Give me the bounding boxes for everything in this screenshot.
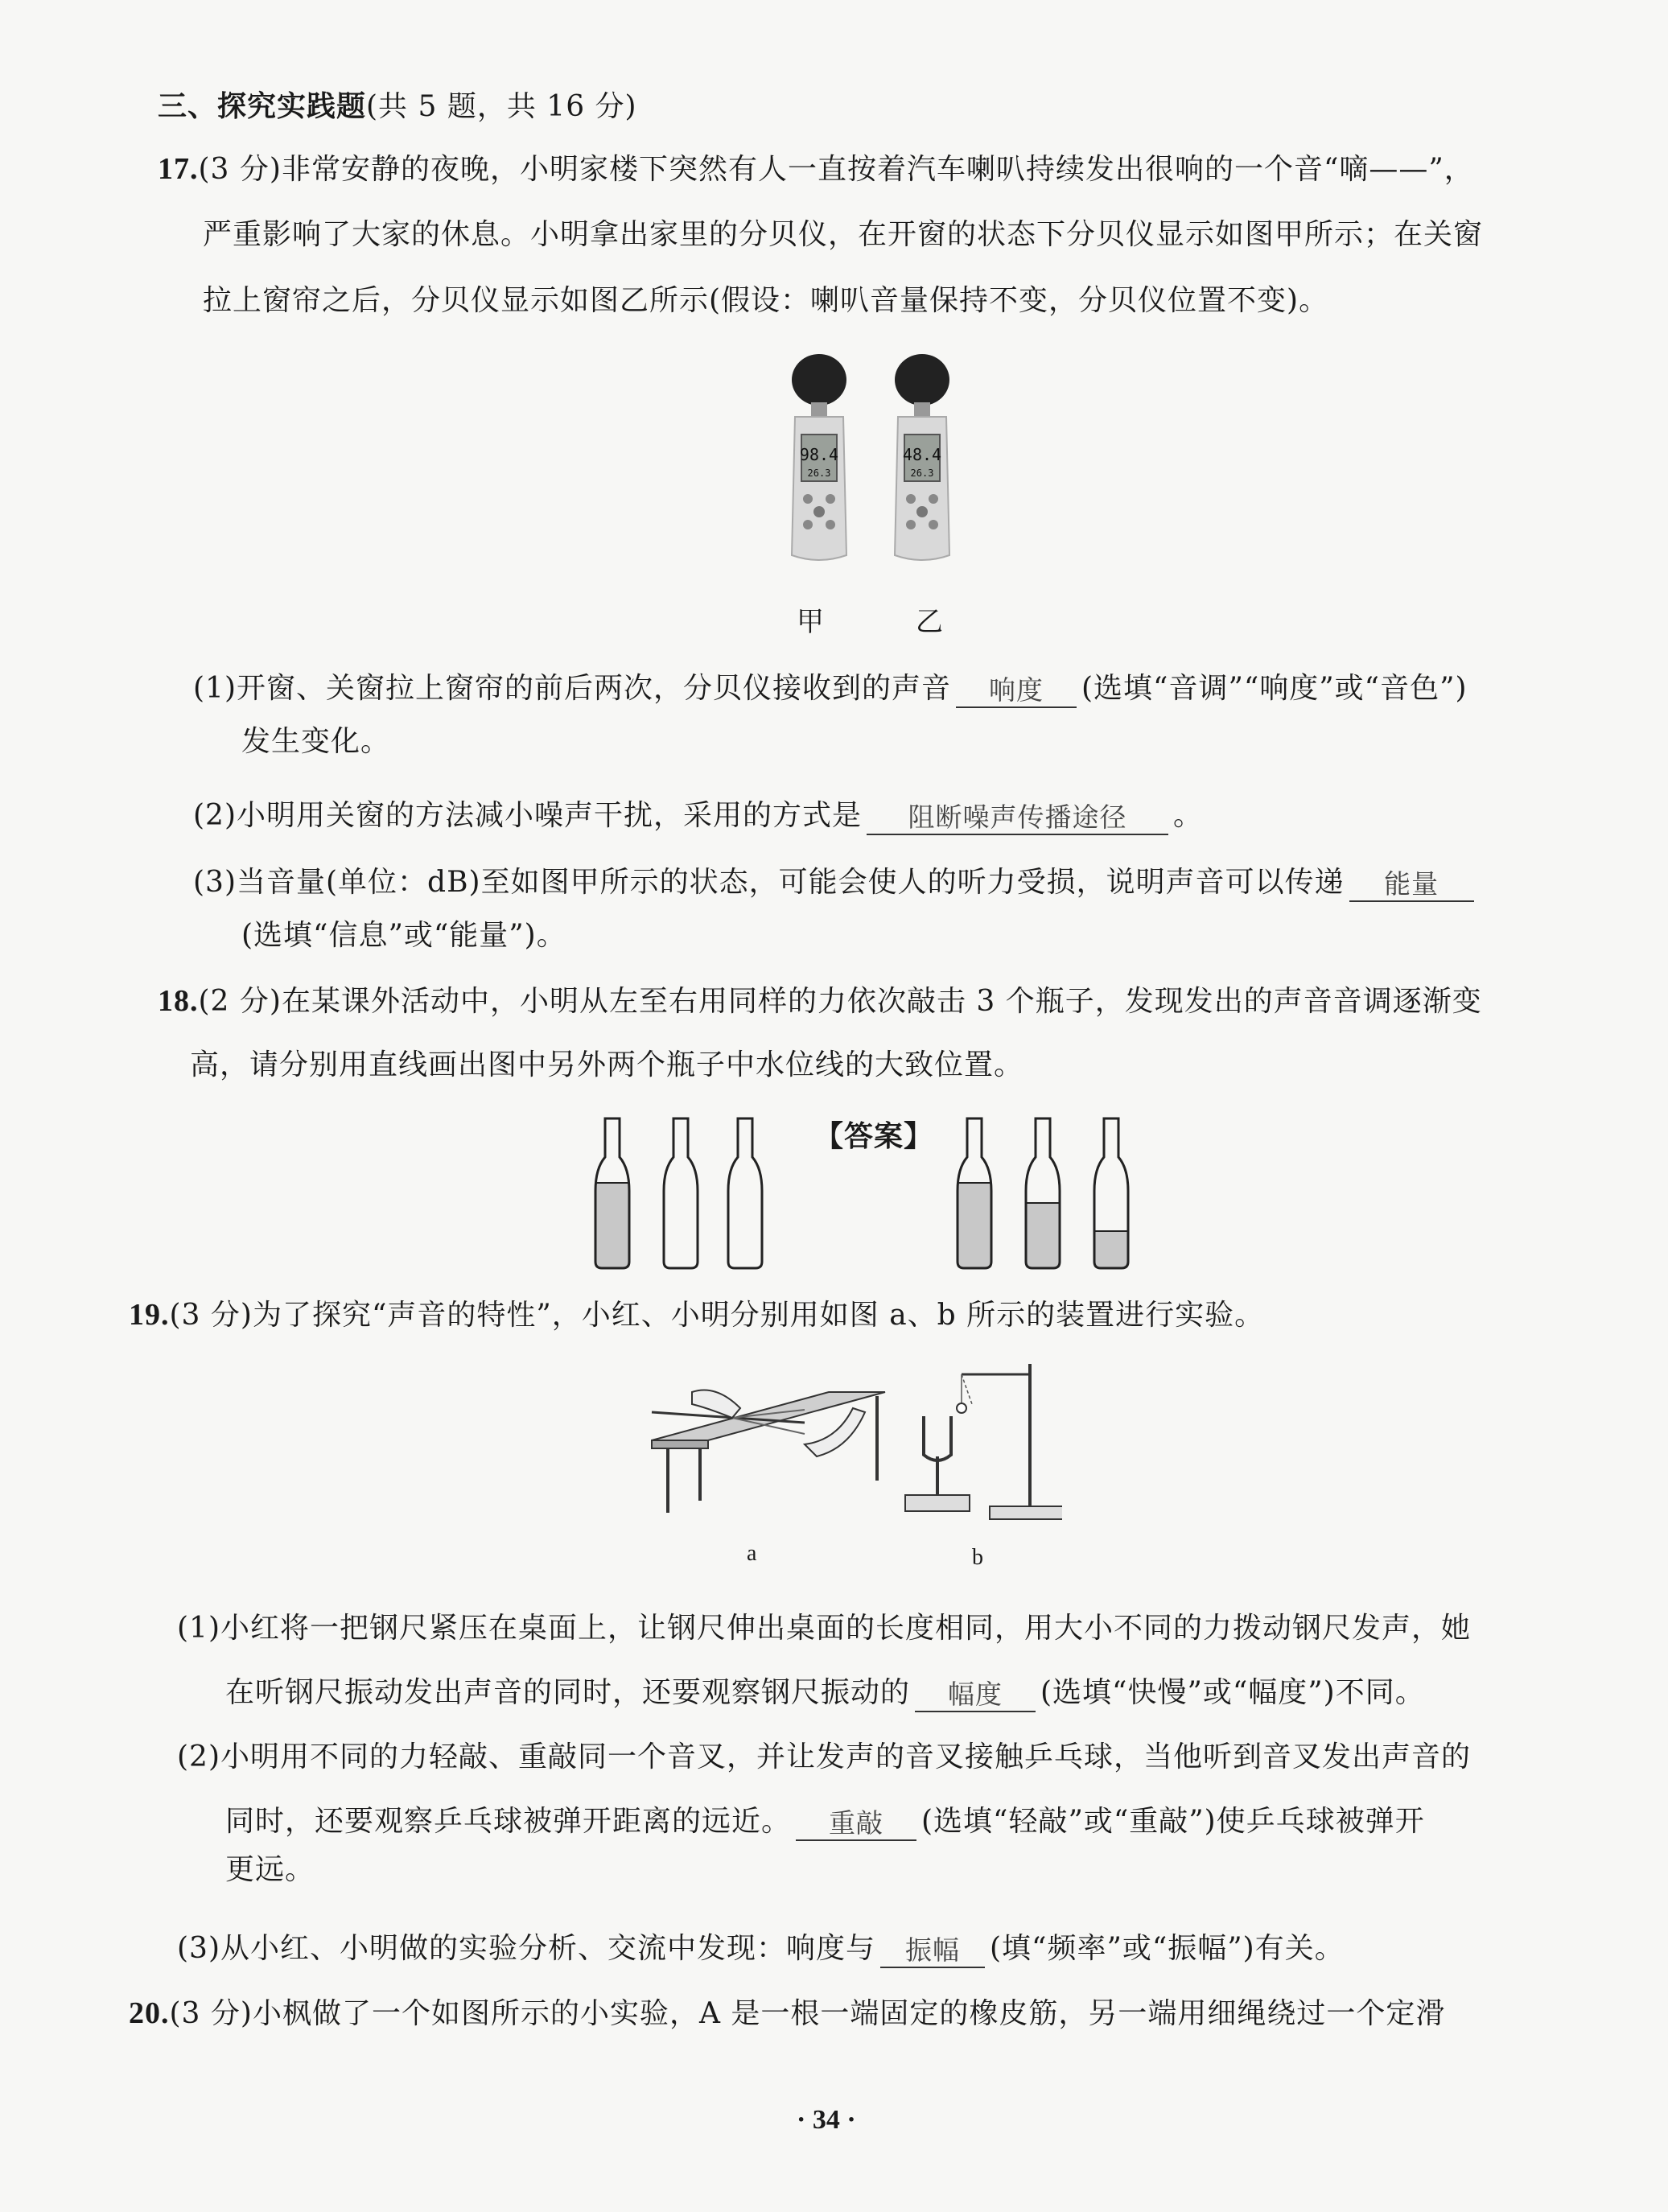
section-heading xyxy=(158,87,637,126)
q19-line1 xyxy=(129,1295,1264,1335)
q19-p2-options: (选填“轻敲”或“重敲”)使乒乓球被弹开 xyxy=(921,1805,1425,1838)
tuning-fork-experiment-b xyxy=(905,1364,1062,1519)
q20-text-line1: (3 分)小枫做了一个如图所示的小实验，A 是一根一端固定的橡皮筋，另一端用细绳绕过一个定滑 xyxy=(169,1997,1446,2030)
q17-number: 17. xyxy=(158,152,199,186)
q19-p3-answer: 振幅 xyxy=(880,1931,985,1968)
q17-text-line3: 拉上窗帘之后，分贝仪显示如图乙所示(假设：喇叭音量保持不变，分贝仪位置不变)。 xyxy=(203,284,1329,317)
figure-label-b: b xyxy=(972,1545,983,1570)
q19-p2-line1: (2)小明用不同的力轻敲、重敲同一个音叉，并让发声的音叉接触乒乓球，当他听到音叉发出声音的 xyxy=(177,1740,1471,1773)
q19-p2-prompt: 同时，还要观察乒乓球被弹开距离的远近。 xyxy=(225,1805,792,1838)
q17-p1-answer: 响度 xyxy=(956,671,1077,708)
q17-p2-answer: 阻断噪声传播途径 xyxy=(867,798,1168,835)
q17-line1 xyxy=(158,150,1474,189)
meter-b-reading: 48.4 xyxy=(902,445,942,464)
figure-label-a: a xyxy=(747,1541,757,1566)
question-bottle-3 xyxy=(728,1118,762,1268)
section-title: 三、探究实践题 xyxy=(158,89,367,123)
q19-p1-line1: (1)小红将一把钢尺紧压在桌面上，让钢尺伸出桌面的长度相同，用大小不同的力拨动钢尺发声，她 xyxy=(177,1612,1471,1645)
q17-p3-answer: 能量 xyxy=(1349,865,1474,902)
q19-p1-answer: 幅度 xyxy=(915,1675,1036,1712)
q17-p2-end: 。 xyxy=(1173,799,1204,832)
q20-line1 xyxy=(129,1994,1445,2033)
answer-tag: 【答案】 xyxy=(814,1119,934,1153)
q19-number: 19. xyxy=(129,1298,170,1332)
sound-meter-b xyxy=(895,354,949,560)
q17-p1-options: (选填“音调”“响度”或“音色”) xyxy=(1081,672,1468,705)
q19-p1-prompt: 在听钢尺振动发出声音的同时，还要观察钢尺振动的 xyxy=(225,1676,911,1709)
sound-meters-figure xyxy=(772,354,966,571)
q18-text-line2: 高，请分别用直线画出图中另外两个瓶子中水位线的大致位置。 xyxy=(190,1048,1024,1081)
q19-p2-line3: 更远。 xyxy=(225,1853,315,1886)
answer-bottle-3 xyxy=(1094,1118,1128,1271)
ruler-experiment-a xyxy=(652,1390,885,1514)
q19-part1 xyxy=(225,1674,1425,1712)
question-bottle-1 xyxy=(595,1118,629,1271)
meter-a-reading: 98.4 xyxy=(799,445,839,464)
q18-number: 18. xyxy=(158,984,199,1018)
experiment-figure xyxy=(644,1360,1062,1541)
q18-text-line1: (2 分)在某课外活动中，小明从左至右用同样的力依次敲击 3 个瓶子，发现发出的声音音调逐渐变 xyxy=(198,985,1482,1018)
figure-label-jia: 甲 xyxy=(797,606,824,638)
q19-p1-options: (选填“快慢”或“幅度”)不同。 xyxy=(1040,1676,1425,1709)
answer-bottle-1 xyxy=(958,1118,991,1271)
answer-bottle-2 xyxy=(1026,1118,1060,1271)
meter-a-subreading: 26.3 xyxy=(807,468,831,479)
q19-p3-prompt: (3)从小红、小明做的实验分析、交流中发现：响度与 xyxy=(177,1932,875,1965)
q19-p2-answer: 重敲 xyxy=(796,1804,916,1841)
q17-part1 xyxy=(193,669,1468,708)
q19-text-line1: (3 分)为了探究“声音的特性”，小红、小明分别用如图 a、b 所示的装置进行实验。 xyxy=(169,1299,1265,1332)
section-meta: (共 5 题，共 16 分) xyxy=(366,90,637,123)
q17-text-line1: (3 分)非常安静的夜晚，小明家楼下突然有人一直按着汽车喇叭持续发出很响的一个音“嘀——”， xyxy=(198,153,1474,186)
q19-part2 xyxy=(225,1802,1425,1841)
q20-number: 20. xyxy=(129,1996,170,2030)
question-bottle-2 xyxy=(664,1118,698,1268)
q19-p3-options: (填“频率”或“振幅”)有关。 xyxy=(990,1932,1345,1965)
sound-meter-a xyxy=(792,354,846,560)
q17-p1-prompt: (1)开窗、关窗拉上窗帘的前后两次，分贝仪接收到的声音 xyxy=(193,672,951,705)
meter-b-subreading: 26.3 xyxy=(910,468,934,479)
page-number: · 34 · xyxy=(797,2105,856,2135)
q17-text-line2: 严重影响了大家的休息。小明拿出家里的分贝仪，在开窗的状态下分贝仪显示如图甲所示；在关窗 xyxy=(203,218,1484,251)
figure-label-yi: 乙 xyxy=(916,606,943,638)
q17-p3-prompt: (3)当音量(单位：dB)至如图甲所示的状态，可能会使人的听力受损，说明声音可以传递 xyxy=(193,866,1345,899)
q17-p3-line2: (选填“信息”或“能量”)。 xyxy=(241,919,566,952)
q17-p2-prompt: (2)小明用关窗的方法减小噪声干扰，采用的方式是 xyxy=(193,799,862,832)
q17-part3 xyxy=(193,863,1479,902)
q19-part3 xyxy=(177,1930,1345,1968)
q18-line1 xyxy=(158,982,1482,1021)
q17-p1-line2: 发生变化。 xyxy=(241,725,391,758)
q17-part2 xyxy=(193,797,1203,835)
